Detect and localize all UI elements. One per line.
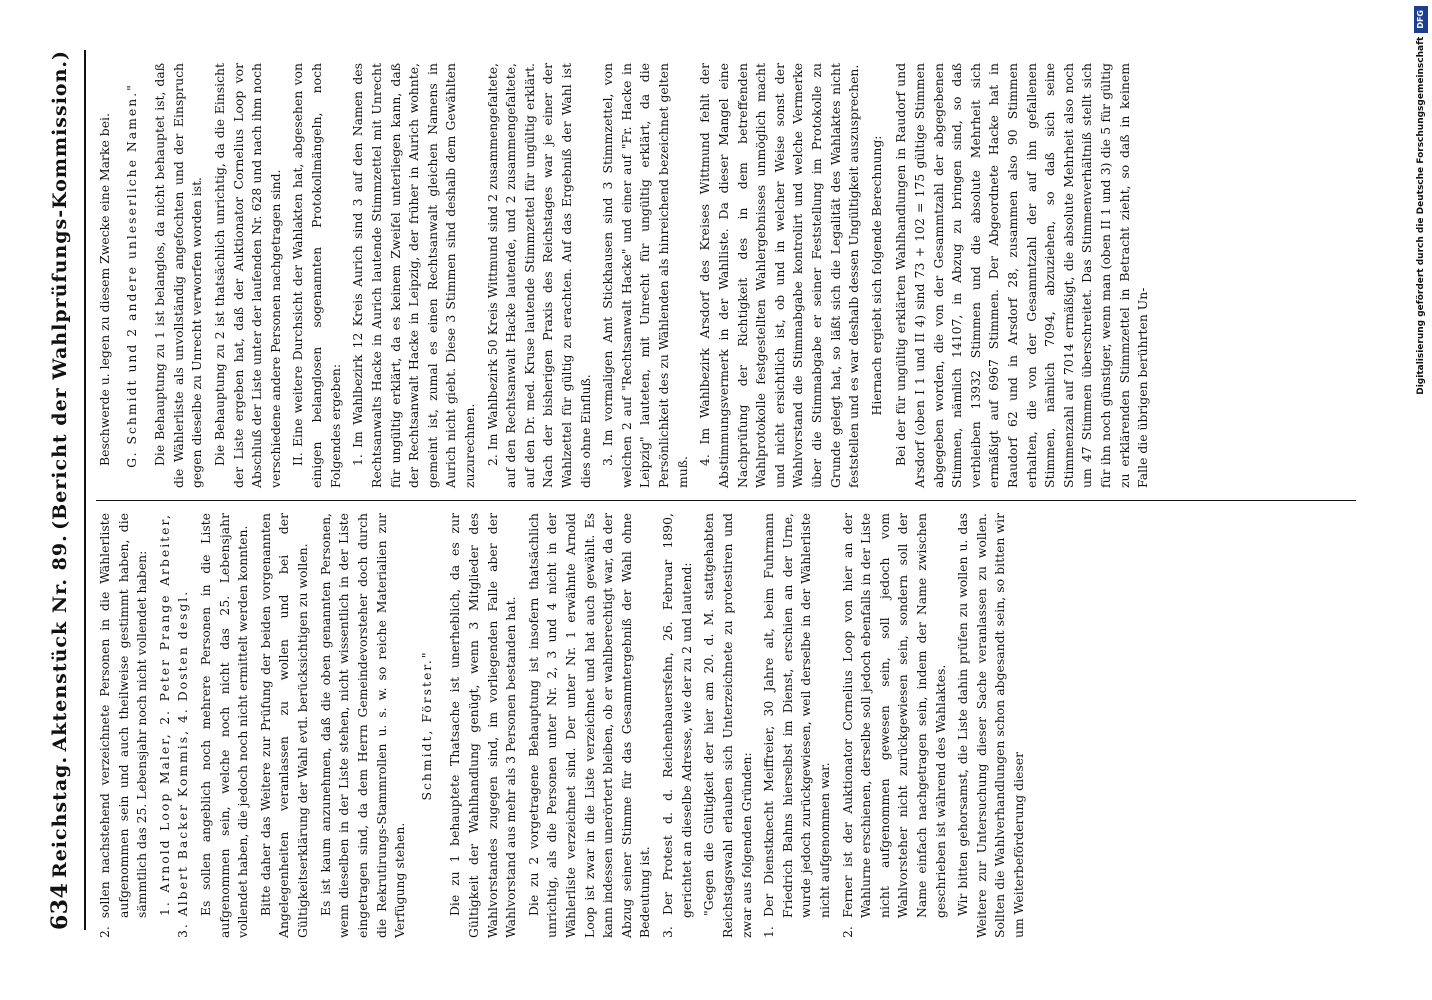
dfg-logo: DFG xyxy=(1414,6,1428,33)
paragraph: Bitte daher das Weitere zur Prüfung der beiden vorgenannten Angelegenheiten veranlassen zu wollen und bei der Gültigkeitserklärung der Wahl evtl. berücksichtigen zu wollen. xyxy=(257,513,311,938)
column-divider xyxy=(96,500,1356,501)
header-center-title: Aktenstück Nr. 89. xyxy=(49,534,71,752)
header-left-title: Reichstag. xyxy=(49,755,71,879)
paragraph: II. Eine weitere Durchsicht der Wahlakten hat, abgesehen von einigen belanglosen sogenannten Protokollmängeln, noch Folgendes ergeben: xyxy=(290,63,343,488)
paragraph: Bei der für ungültig erklärten Wahlhandlungen in Raudorf und Arsdorf (oben I 1 und II 4) sind 73 + 102 = 175 gültige Stimmen abgegeben worden, die von der Gesammtzahl der abgegebenen Stimmen, nämlich 14107, in Abzug zu bringen sind, so daß verbleiben 13932 Stimmen und die absolute Mehrheit sich ermäßigt auf 6967 Stimmen. Der Abgeordnete Hacke hat in Raudorf 62 und in Arsdorf 28, zusammen also 90 Stimmen erhalten, die von der Gesammtzahl der auf ihn gefallenen Stimmen, nämlich 7094, abzuziehen, so daß sich seine Stimmenzahl auf 7014 ermäßigt, die absolute Mehrheit also noch um 47 Stimmen überschreitet. Das Stimmenverhältniß stellt sich für ihn noch günstiger, wenn man (oben II 1 und 3) die 5 für gültig zu erklärenden Stimmzettel in Betracht zieht, so daß in keinem Falle die übrigen berührten Un- xyxy=(893,63,1151,488)
left-column xyxy=(96,513,1033,938)
paragraph: 1. Im Wahlbezirk 12 Kreis Aurich sind 3 auf den Namen des Rechtsanwalts Hacke in Aurich lautende Stimmzettel mit Unrecht für ungültig erklärt, da es keinem Zweifel unterliegen kann, daß der Rechtsanwalt Hacke in Leipzig, der früher in Aurich wohnte, gemeint ist, zumal es einen Rechtsanwalt gleichen Namens in Aurich nicht giebt. Diese 3 Stimmen sind deshalb dem Gewählten zuzurechnen. xyxy=(350,63,477,488)
right-column xyxy=(96,63,1157,488)
paragraph: Wir bitten gehorsamst, die Liste dahin prüfen zu wollen u. das Weitere zur Untersuchung dieser Sache veranlassen zu wollen. Sollten die Wahlverhandlungen schon abgesandt sein, so bitten wir um Weiterbeförderung dieser xyxy=(955,513,1027,938)
paragraph: Es sollen angeblich noch mehrere Personen in die Liste aufgenommen sein, welche noch nicht das 25. Lebensjahr vollendet haben, die jedoch noch nicht ermittelt werden konnten. xyxy=(198,513,251,938)
paragraph: 4. Im Wahlbezirk Arsdorf des Kreises Wittmund fehlt der Abstimmungsvermerk in der Wahlliste. Da dieser Mangel eine Nachprüfung der Richtigkeit des in dem betreffenden Wahlprotokolle festgestellten Wahlergebnisses unmöglich macht und nicht ersichtlich ist, ob und in welcher Weise sonst der Wahlvorstand die Stimmabgabe kontrolirt und welche Vermerke über die Stimmabgabe er seiner Feststellung im Protokolle zu Grunde gelegt hat, so läßt sich die Legalität des Wahlaktes nicht feststellen und es war deshalb dessen Ungültigkeit auszusprechen. xyxy=(697,63,862,488)
page-number: 634 xyxy=(47,882,73,930)
paragraph: 2. Ferner ist der Auktionator Cornelius Loop von hier an der Wahlurne erschienen, derselbe soll jedoch ebenfalls in der Liste nicht aufgenommen gewesen sein, soll jedoch vom Wahlvorsteher nicht zurückgewiesen sein, sondern soll der Name einfach nachgetragen sein, indem der Name zwischen geschrieben ist während des Wahlaktes. xyxy=(839,513,948,938)
credit-text: Digitalisierung gefördert durch die Deutsche Forschungsgemeinschaft xyxy=(1416,36,1426,395)
digitization-credit xyxy=(1410,6,1432,726)
paragraph: Es ist kaum anzunehmen, daß die oben genannten Personen, wenn dieselben in der Liste stehen, nicht wissentlich in der Liste eingetragen sind, da dem Herrn Gemeindevorsteher doch durch die Rekrutirungs-Stammrollen u. s. w. so reiche Materialien zur Verfügung stehen. xyxy=(317,513,408,938)
paragraph: Hiernach ergiebt sich folgende Berechnung: xyxy=(868,135,884,416)
paragraph: Die zu 2 vorgetragene Behauptung ist insofern thatsächlich unrichtig, als die Personen unter Nr. 2, 3 und 4 nicht in der Wählerliste verzeichnet sind. Der unter Nr. 1 erwähnte Arnold Loop ist zwar in die Liste verzeichnet und hat auch gewählt. Es kann indessen unerörtert bleiben, ob er wahlberechtigt war, da der Abzug seiner Stimme für das Gesammtergebniß der Wahl ohne Bedeutung ist. xyxy=(525,513,653,938)
header-right-title: (Bericht der Wahlprüfungs-Kommission.) xyxy=(49,50,71,530)
paragraph: 1. Arnold Loop Maler, 2. Peter Prange Arbeiter, 3. Albert Backer Kommis, 4. Dosten desgl. xyxy=(156,513,191,938)
paragraph: 2. sollen nachstehend verzeichnete Personen in die Wählerliste aufgenommen sein und auch theilweise gestimmt haben, die sämmtlich das 25. Lebensjahr noch nicht vollendet haben: xyxy=(97,513,150,938)
page-header xyxy=(40,50,80,930)
paragraph: Beschwerde u. legen zu diesem Zwecke eine Marke bei. xyxy=(97,113,112,466)
paragraph: 3. Der Protest d. d. Reichenbauersfehn, 26. Februar 1890, gerichtet an dieselbe Adresse, wie der zu 2 und lautend: xyxy=(660,513,694,938)
signature: Schmidt, Förster." xyxy=(418,650,434,801)
paragraph: 3. Im vormaligen Amt Stickhausen sind 3 Stimmzettel, von welchen 2 auf "Rechtsanwalt Hacke" und einer auf "Fr. Hacke in Leipzig" lauteten, mit Unrecht für ungültig erklärt, da die Persönlichkeit des zu Wählenden als hinreichend bezeichnet gelten muß. xyxy=(600,63,690,488)
paragraph: Die Behauptung zu 2 ist thatsächlich unrichtig, da die Einsicht der Liste ergeben hat, daß der Auktionator Cornelius Loop vor Abschluß der Liste unter der laufenden Nr. 628 und nach ihm noch verschiedene andere Personen nachgetragen sind. xyxy=(212,63,283,488)
paragraph: 2. Im Wahlbezirk 50 Kreis Wittmund sind 2 zusammengefaltete, auf den Rechtsanwalt Hacke lautende, und 2 zusammengefaltete, auf den Dr. med. Kruse lautende Stimmzettel für ungültig erklärt. Nach der bisherigen Praxis des Reichstages war je einer der Wahlzettel für gültig zu erachten. Auf das Ergebniß der Wahl ist dies ohne Einfluß. xyxy=(484,63,593,488)
paragraph: Die Behauptung zu 1 ist belanglos, da nicht behauptet ist, daß die Wählerliste als unvollständig angefochten und der Einspruch gegen dieselbe zu Unrecht verworfen worden ist. xyxy=(152,63,205,488)
paragraph: 1. Der Dienstknecht Meiffreier, 30 Jahre alt, beim Fuhrmann Friedrich Bahns hierselbst im Dienst, erschien an der Urne, wurde jedoch zurückgewiesen, weil derselbe in der Wählerliste nicht aufgenommen war. xyxy=(761,513,832,938)
paragraph: "Gegen die Gültigkeit der hier am 20. d. M. stattgehabten Reichstagswahl erlauben sich Unterzeichnete zu protestiren und zwar aus folgenden Gründen: xyxy=(701,513,754,938)
paragraph: Die zu 1 behauptete Thatsache ist unerheblich, da es zur Gültigkeit der Wahlhandlung genügt, wenn 3 Mitglieder des Wahlvorstandes zugegen sind, im vorliegenden Falle aber der Wahlvorstand aus mehr als 3 Personen bestanden hat. xyxy=(447,513,519,938)
signature: G. Schmidt und 2 andere unleserliche Namen." xyxy=(123,83,139,468)
header-rule xyxy=(84,50,86,930)
